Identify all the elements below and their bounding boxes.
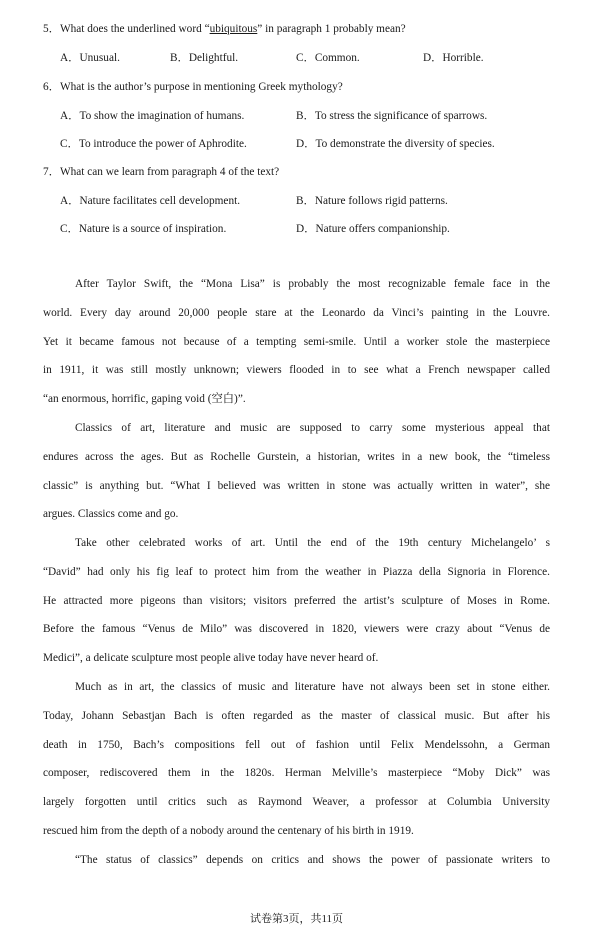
question-7-option-c: C．Nature is a source of inspiration.: [60, 223, 227, 235]
passage-paragraph-3: [43, 529, 550, 673]
passage-line: classic” is anything but. “What I believed was written in stone was actually written in water”, she: [43, 479, 550, 492]
question-7-option-b: B．Nature follows rigid patterns.: [296, 195, 448, 207]
passage-line: Yet it became famous not because of a tempting semi-smile. Until a worker stole the masterpiece: [43, 335, 550, 348]
passage-line: Much as in art, the classics of music and literature have not always been set in stone either.: [75, 681, 550, 693]
passage-line: Medici”, a delicate sculpture most people alive today have never heard of.: [43, 652, 379, 665]
passage-line: endures across the ages. But as Rochelle Gurstein, a historian, writes in a new book, the “timeless: [43, 450, 550, 463]
question-6-option-b: B．To stress the significance of sparrows.: [296, 110, 488, 122]
question-5-option-c: C．Common.: [296, 52, 360, 64]
passage-line: “The status of classics” depends on critics and shows the power of passionate writers to: [75, 854, 550, 866]
underlined-word: ubiquitous: [209, 23, 258, 35]
passage-line: After Taylor Swift, the “Mona Lisa” is probably the most recognizable female face in the: [75, 278, 550, 290]
passage-line: “David” had only his fig leaf to protect him from the weather in Piazza della Signoria in Florence.: [43, 565, 550, 578]
question-6-stem: 6．What is the author’s purpose in mentioning Greek mythology?: [43, 81, 343, 93]
question-5-option-a: A．Unusual.: [60, 52, 120, 64]
question-5-stem: 5．What does the underlined word “ubiquitous” in paragraph 1 probably mean?: [43, 23, 406, 35]
passage-line: death in 1750, Bach’s compositions fell out of fashion until Felix Mendelssohn, a German: [43, 738, 550, 751]
passage-line: argues. Classics come and go.: [43, 508, 179, 521]
passage-paragraph-1: [43, 270, 550, 414]
passage-paragraph-5: [43, 846, 550, 875]
question-6-option-a: A．To show the imagination of humans.: [60, 110, 245, 122]
passage-line: “an enormous, horrific, gaping void (空白)”.: [43, 393, 246, 406]
passage-line: Before the famous “Venus de Milo” was discovered in 1820, viewers were crazy about “Venus de: [43, 623, 550, 636]
question-7-stem: 7．What can we learn from paragraph 4 of the text?: [43, 166, 280, 178]
passage-line: world. Every day around 20,000 people stare at the Leonardo da Vinci’s painting in the Louvre.: [43, 306, 550, 319]
passage-line: Today, Johann Sebastjan Bach is often regarded as the master of classical music. But after his: [43, 709, 550, 722]
passage-line: largely forgotten until critics such as Raymond Weaver, a professor at Columbia University: [43, 796, 550, 809]
passage-line: Classics of art, literature and music are supposed to carry some mysterious appeal that: [75, 422, 550, 434]
page-footer: 试卷第3页，共11页: [249, 913, 344, 925]
question-5-option-b: B．Delightful.: [170, 52, 239, 64]
question-6-option-d: D．To demonstrate the diversity of species.: [296, 138, 495, 150]
passage-line: He attracted more pigeons than visitors; visitors preferred the artist’s sculpture of Moses in Rome.: [43, 594, 550, 607]
question-7-option-a: A．Nature facilitates cell development.: [60, 195, 241, 207]
passage-line: composer, rediscovered them in the 1820s. Herman Melville’s masterpiece “Moby Dick” was: [43, 767, 550, 780]
passage-line: in 1911, it was still mostly unknown; viewers flooded in to see what a French newspaper called: [43, 364, 550, 377]
passage-line: Take other celebrated works of art. Until the end of the 19th century Michelangelo’ s: [75, 537, 550, 549]
passage-paragraph-4: [43, 673, 550, 846]
question-6-option-c: C．To introduce the power of Aphrodite.: [60, 138, 247, 150]
passage-line: rescued him from the depth of a nobody around the centenary of his birth in 1919.: [43, 824, 414, 837]
passage-paragraph-2: [43, 414, 550, 529]
question-7-option-d: D．Nature offers companionship.: [296, 223, 450, 235]
question-5-option-d: D．Horrible.: [423, 52, 484, 64]
